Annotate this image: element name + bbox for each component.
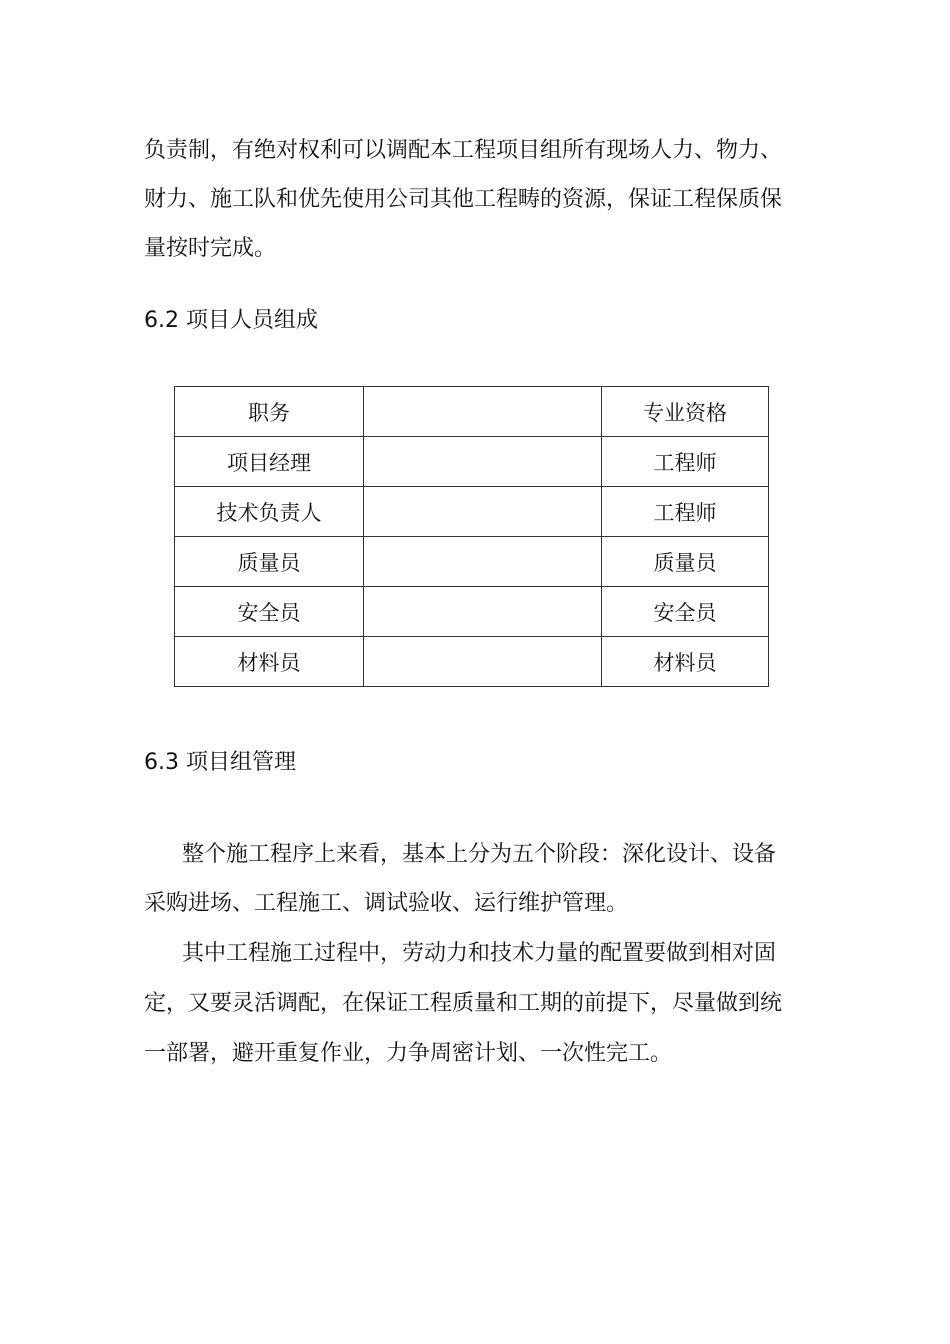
table-cell xyxy=(364,587,602,637)
table-cell xyxy=(364,487,602,537)
table-row xyxy=(175,437,769,487)
paragraph-line: 定，又要灵活调配，在保证工程质量和工期的前提下，尽量做到统 xyxy=(144,991,783,1016)
table-header-row xyxy=(175,387,769,437)
section-heading-6-2: 6.2 项目人员组成 xyxy=(144,308,318,333)
table-row xyxy=(175,637,769,687)
paragraph-line: 其中工程施工过程中，劳动力和技术力量的配置要做到相对固 xyxy=(182,941,777,966)
table-row xyxy=(175,587,769,637)
intro-line: 财力、施工队和优先使用公司其他工程畴的资源，保证工程保质保 xyxy=(144,187,783,212)
table-row xyxy=(175,487,769,537)
table-cell: 质量员 xyxy=(175,537,364,587)
paragraph-line: 整个施工程序上来看，基本上分为五个阶段：深化设计、设备 xyxy=(182,842,777,867)
table-cell: 材料员 xyxy=(602,637,769,687)
paragraph-line: 采购进场、工程施工、调试验收、运行维护管理。 xyxy=(144,891,629,916)
staff-table xyxy=(174,386,769,687)
table-cell: 项目经理 xyxy=(175,437,364,487)
table-header-cell xyxy=(364,387,602,437)
intro-line: 量按时完成。 xyxy=(144,236,277,261)
intro-line: 负责制，有绝对权利可以调配本工程项目组所有现场人力、物力、 xyxy=(144,138,783,163)
section-heading-6-3: 6.3 项目组管理 xyxy=(144,750,296,775)
table-cell: 技术负责人 xyxy=(175,487,364,537)
table-cell: 质量员 xyxy=(602,537,769,587)
table-cell: 安全员 xyxy=(175,587,364,637)
table-header-cell: 专业资格 xyxy=(602,387,769,437)
table-cell: 材料员 xyxy=(175,637,364,687)
table-cell: 工程师 xyxy=(602,437,769,487)
table-cell xyxy=(364,637,602,687)
table-header-cell: 职务 xyxy=(175,387,364,437)
paragraph-line: 一部署，避开重复作业，力争周密计划、一次性完工。 xyxy=(144,1041,673,1066)
table-cell xyxy=(364,537,602,587)
table-cell: 工程师 xyxy=(602,487,769,537)
table-cell xyxy=(364,437,602,487)
table-row xyxy=(175,537,769,587)
table-cell: 安全员 xyxy=(602,587,769,637)
